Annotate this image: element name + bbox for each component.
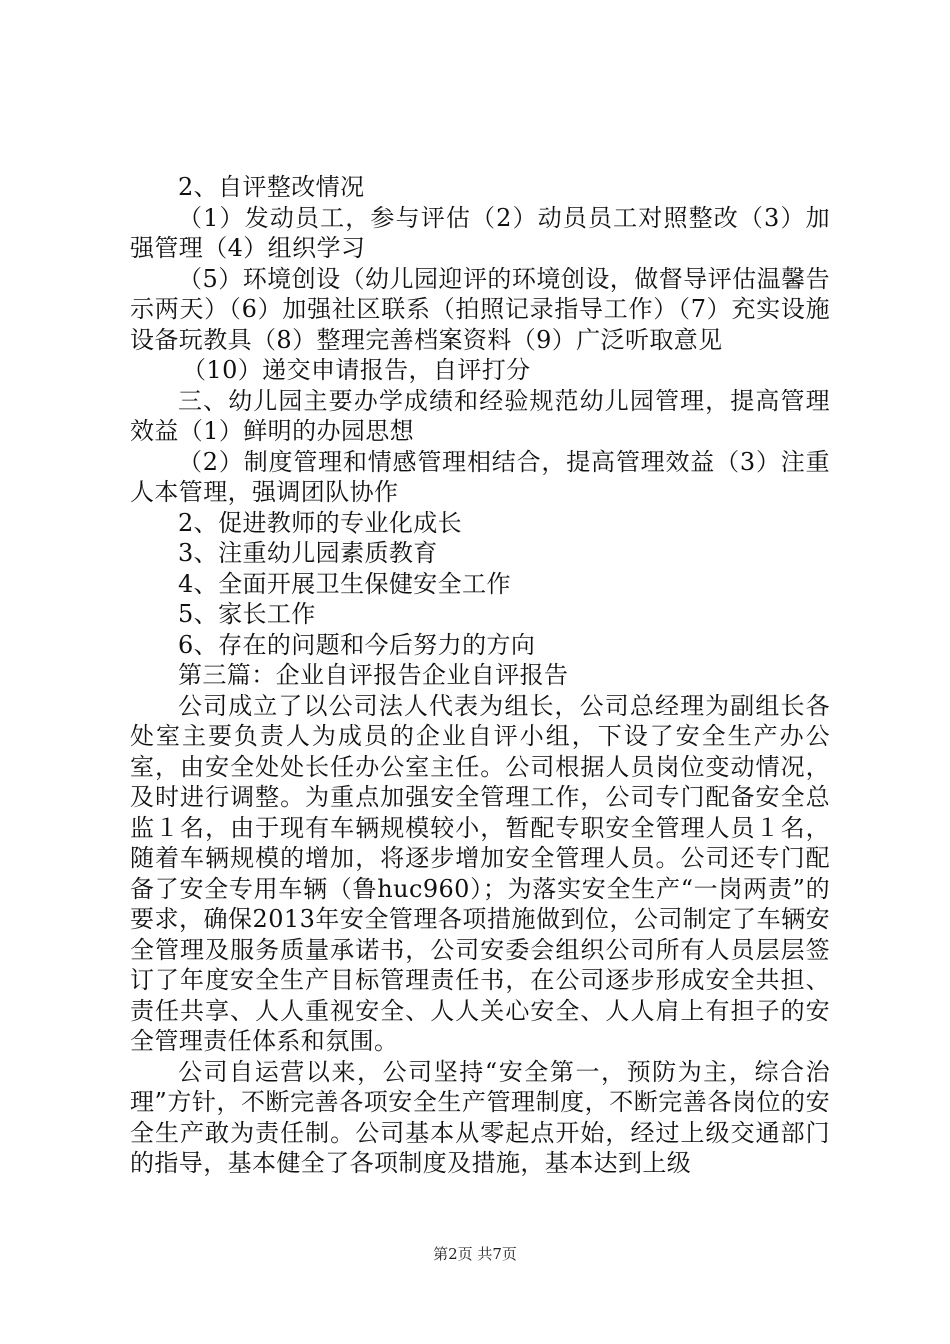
paragraph-rectification-steps-3: （10）递交申请报告，自评打分: [182, 356, 531, 384]
paragraph-rectification-steps-2: （5）环境创设（幼儿园迎评的环境创设，做督导评估温馨告示两天）（6）加强社区联系（拍照记录指导工作）（7）充实设施设备玩教具（8）整理完善档案资料（9）广泛听取意见: [130, 264, 830, 354]
list-item-quality-education: 3、注重幼儿园素质教育: [178, 539, 438, 567]
section-heading-rectification: 2、自评整改情况: [178, 173, 365, 201]
list-item-parent-work: 5、家长工作: [178, 600, 316, 628]
paragraph-management: （2）制度管理和情感管理相结合，提高管理效益（3）注重人本管理，强调团队协作: [130, 447, 830, 506]
list-item-health-safety: 4、全面开展卫生保健安全工作: [178, 569, 511, 598]
list-item-teacher-growth: 2、促进教师的专业化成长: [178, 508, 463, 537]
document-body: [130, 172, 830, 1179]
paragraph-self-evaluation-team: 公司成立了以公司法人代表为组长，公司总经理为副组长各处室主要负责人为成员的企业自评小组，下设了安全生产办公室，由安全处处长任办公室主任。公司根据人员岗位变动情况，及时进行调整。为重点加强安全管理工作，公司专门配备安全总监１名，由于现有车辆规模较小，暂配专职安全管理人员１名，随着车辆规模的增加，将逐步增加安全管理人员。公司还专门配备了安全专用车辆（鲁huc960）；为落实安全生产“一岗两责”的要求，确保2013年安全管理各项措施做到位，公司制定了车辆安全管理及服务质量承诺书，公司安委会组织公司所有人员层层签订了年度安全生产目标管理责任书，在公司逐步形成安全共担、责任共享、人人重视安全、人人关心安全、人人肩上有担子的安全管理责任体系和氛围。: [130, 691, 830, 1055]
paragraph-rectification-steps-1: （1）发动员工，参与评估（2）动员员工对照整改（3）加强管理（4）组织学习: [130, 203, 830, 262]
page-number-footer: 第2页 共7页: [433, 1245, 517, 1263]
section-heading-achievements: 三、幼儿园主要办学成绩和经验规范幼儿园管理，提高管理效益（1）鲜明的办园思想: [130, 386, 830, 445]
chapter-title-enterprise-report: 第三篇：企业自评报告企业自评报告: [178, 661, 569, 689]
paragraph-safety-policy: 公司自运营以来，公司坚持“安全第一，预防为主，综合治理”方针，不断完善各项安全生产管理制度，不断完善各岗位的安全生产敢为责任制。公司基本从零起点开始，经过上级交通部门的指导，基本健全了各项制度及措施，基本达到上级: [130, 1057, 830, 1177]
list-item-problems-direction: 6、存在的问题和今后努力的方向: [178, 630, 536, 659]
